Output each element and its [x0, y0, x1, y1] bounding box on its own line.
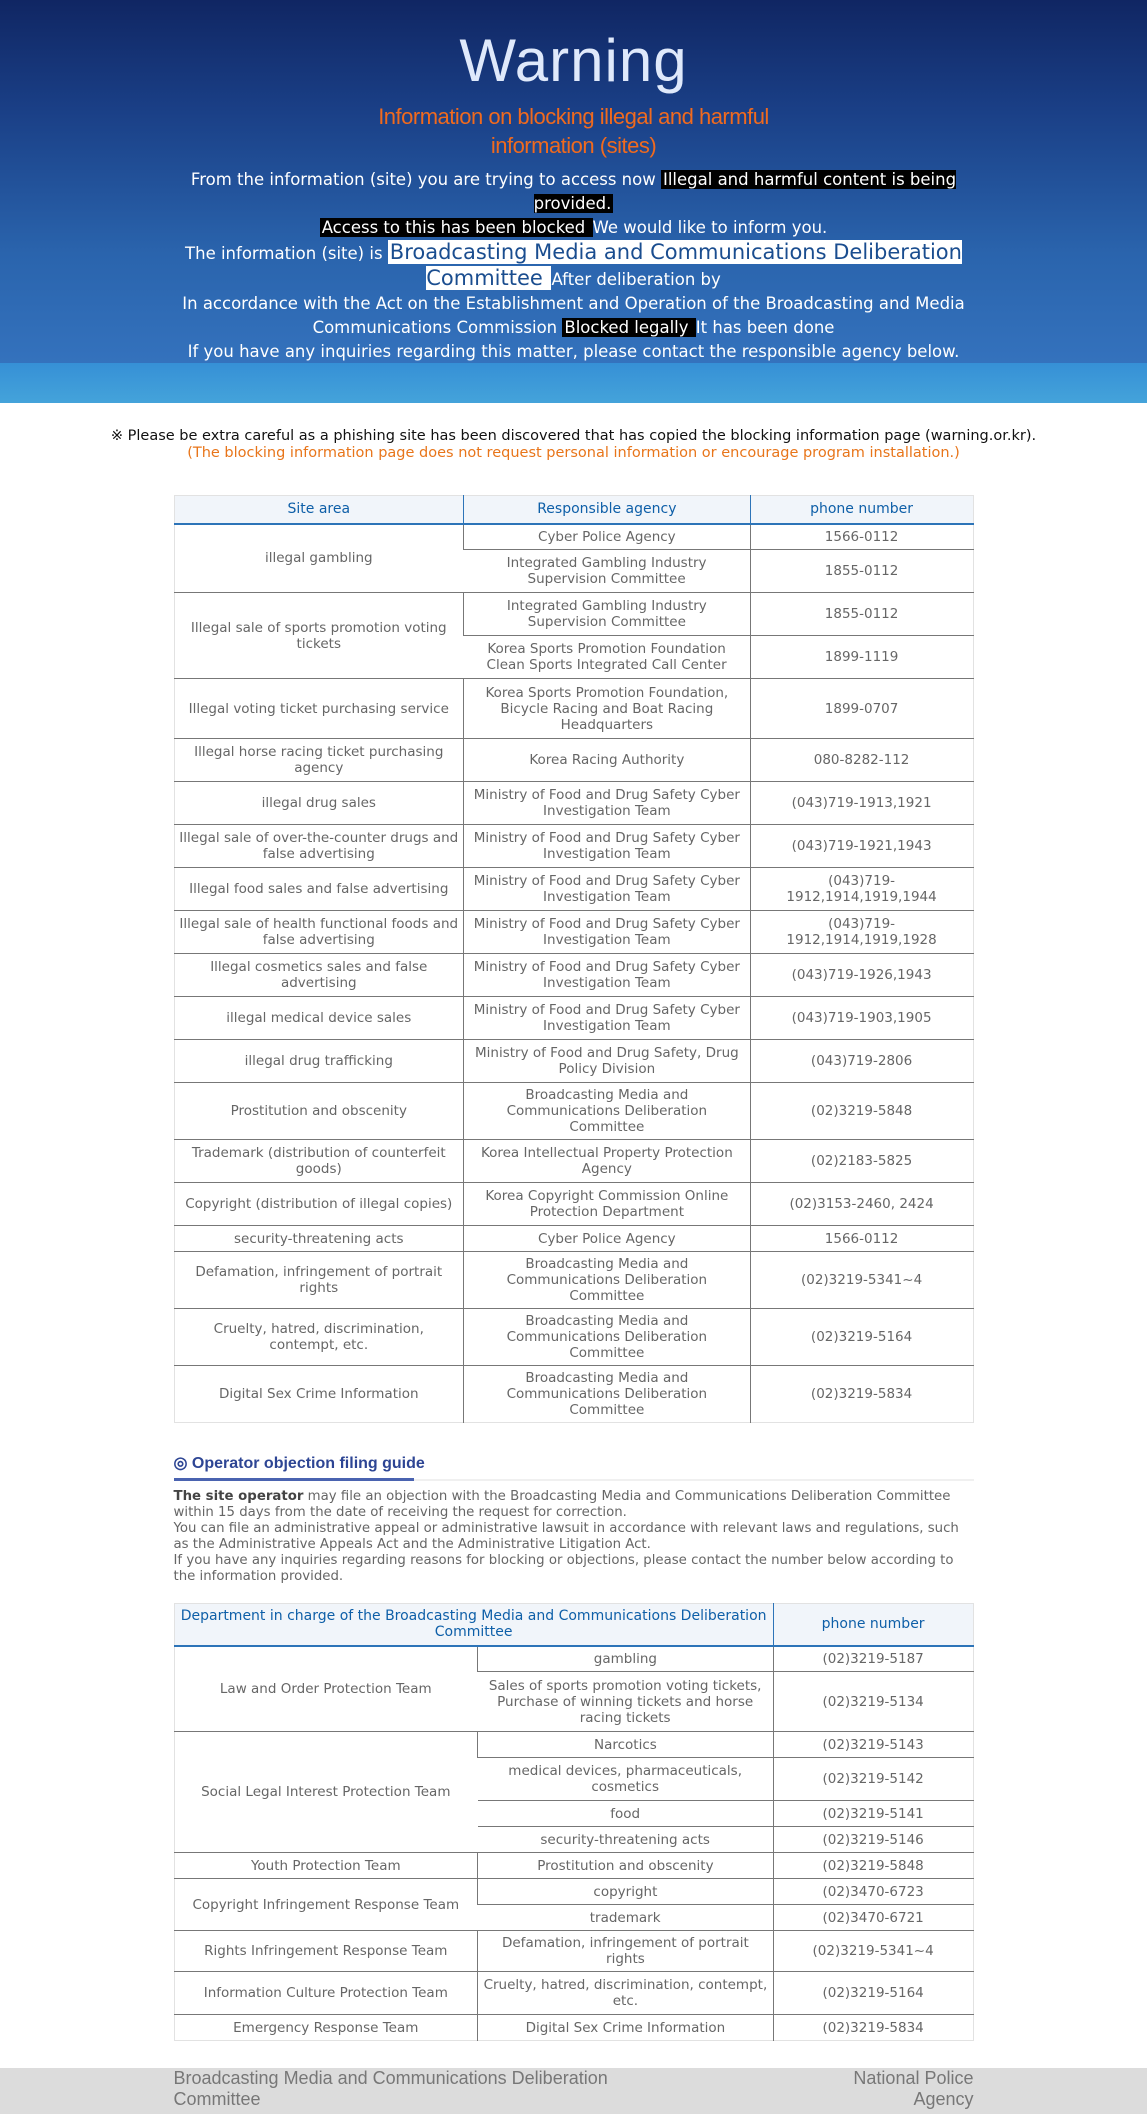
topic-cell: copyright [478, 1879, 774, 1905]
site-area-cell: Prostitution and obscenity [174, 1083, 464, 1140]
guide-paragraph-3: If you have any inquiries regarding reasons for blocking or objections, please contact the number below according to the information provided. [173, 1553, 954, 1584]
site-area-cell: security-threatening acts [174, 1226, 464, 1252]
topic-cell: gambling [478, 1646, 774, 1672]
agency-cell: Cyber Police Agency [464, 524, 751, 550]
team-cell: Youth Protection Team [174, 1853, 478, 1879]
team-cell: Law and Order Protection Team [219, 1680, 432, 1697]
phone-cell: 1566-0112 [750, 524, 973, 550]
phone-cell: 1899-0707 [750, 679, 973, 739]
agency-cell: Integrated Gambling Industry Supervision Committee [464, 550, 751, 593]
topic-cell: medical devices, pharmaceuticals, cosmetics [478, 1758, 774, 1801]
page-subtitle: Information on blocking illegal and harmful information (sites) [378, 104, 769, 158]
objection-guide-title: ◎ Operator objection filing guide [174, 1453, 974, 1481]
table-row [174, 782, 973, 825]
warning-text: The information (site) is [185, 244, 388, 263]
table-header-row [174, 1604, 973, 1646]
site-area-cell: illegal drug sales [174, 782, 464, 825]
phone-cell: (02)3153-2460, 2424 [750, 1183, 973, 1226]
table-row [174, 524, 973, 550]
agency-cell: Ministry of Food and Drug Safety Cyber Investigation Team [464, 911, 751, 954]
table-row [174, 679, 973, 739]
site-area-cell: Illegal sale of over-the-counter drugs and false advertising [174, 825, 464, 868]
warning-line-1 [164, 168, 984, 216]
agency-cell: Ministry of Food and Drug Safety Cyber Investigation Team [464, 868, 751, 911]
table-row [174, 739, 973, 782]
guide-paragraph-2: You can file an administrative appeal or administrative lawsuit in accordance with relevant laws and regulations, such as the Administrative Appeals Act and the Administrative Litigation Act. [173, 1521, 959, 1552]
site-area-cell: Trademark (distribution of counterfeit goods) [174, 1140, 464, 1183]
team-cell: Social Legal Interest Protection Team [174, 1732, 478, 1853]
phone-cell: (02)3219-5142 [773, 1758, 973, 1801]
agency-cell: Korea Intellectual Property Protection Agency [464, 1140, 751, 1183]
agency-cell: Cyber Police Agency [464, 1226, 751, 1252]
site-area-cell: Illegal sale of sports promotion voting tickets [174, 593, 464, 679]
agency-cell: Broadcasting Media and Communications Deliberation Committee [464, 1366, 751, 1423]
table-row [174, 2015, 973, 2041]
warning-text: We would like to inform you. [592, 218, 828, 237]
site-area-cell: Copyright (distribution of illegal copies) [174, 1183, 464, 1226]
phishing-disclaimer: (The blocking information page does not request personal information or encourage program installation.) [187, 445, 960, 461]
guide-bold-lead: The site operator [173, 1489, 304, 1504]
warning-text: It has been done [695, 318, 835, 337]
table-row [174, 1646, 973, 1672]
site-area-cell: Digital Sex Crime Information [174, 1366, 464, 1423]
table-row [174, 911, 973, 954]
phone-cell: (02)3470-6723 [773, 1879, 973, 1905]
table-row [174, 1252, 973, 1309]
site-area-cell: illegal medical device sales [174, 997, 464, 1040]
warning-line-5: If you have any inquiries regarding this matter, please contact the responsible agency below. [187, 342, 960, 361]
topic-cell: Digital Sex Crime Information [478, 2015, 774, 2041]
table-row [174, 1183, 973, 1226]
phone-cell: 1855-0112 [750, 550, 973, 593]
phone-cell: (043)719-2806 [750, 1040, 973, 1083]
table-row [174, 1879, 973, 1905]
site-area-cell: Illegal horse racing ticket purchasing agency [174, 739, 464, 782]
table-row [174, 1083, 973, 1140]
phone-cell: 080-8282-112 [750, 739, 973, 782]
agency-cell: Broadcasting Media and Communications Deliberation Committee [464, 1309, 751, 1366]
site-area-cell: Defamation, infringement of portrait rights [174, 1252, 464, 1309]
phishing-warning: ※ Please be extra careful as a phishing site has been discovered that has copied the blocking information page (warning.or.kr). [110, 428, 1037, 444]
phone-cell: (02)3219-5341~4 [750, 1252, 973, 1309]
team-cell: Information Culture Protection Team [174, 1972, 478, 2015]
phone-cell: 1855-0112 [750, 593, 973, 636]
phone-cell: (043)719-1903,1905 [750, 997, 973, 1040]
agency-cell: Ministry of Food and Drug Safety Cyber Investigation Team [464, 782, 751, 825]
site-area-cell: illegal drug trafficking [174, 1040, 464, 1083]
agency-cell: Ministry of Food and Drug Safety, Drug Policy Division [464, 1040, 751, 1083]
topic-cell: Narcotics [478, 1732, 774, 1758]
highlight-blocked-legally: Blocked legally [564, 318, 694, 337]
table-row [174, 593, 973, 636]
table-row [174, 1853, 973, 1879]
phone-cell: (02)3219-5834 [750, 1366, 973, 1423]
topic-cell: security-threatening acts [478, 1827, 774, 1853]
phone-cell: (02)3219-5134 [773, 1672, 973, 1732]
phone-cell: (02)3219-5164 [773, 1972, 973, 2015]
topic-cell: Cruelty, hatred, discrimination, contempt, etc. [478, 1972, 774, 2015]
guide-paragraph-1 [174, 1489, 974, 1521]
agency-cell: Integrated Gambling Industry Supervision Committee [464, 593, 751, 636]
warning-text: In accordance with the Act on the Establishment and Operation of the Broadcasting and Media Communications Commission [182, 294, 965, 337]
agency-cell: Korea Sports Promotion Foundation, Bicycle Racing and Boat Racing Headquarters [464, 679, 751, 739]
column-header-site-area: Site area [174, 496, 464, 524]
table-header-row [174, 496, 973, 524]
agency-cell: Korea Racing Authority [464, 739, 751, 782]
table-row [174, 868, 973, 911]
warning-line-2 [164, 216, 984, 240]
footer [0, 2068, 1147, 2114]
footer-police-agency: National Police Agency [853, 2068, 974, 2109]
topic-cell: Sales of sports promotion voting tickets, Purchase of winning tickets and horse racing tickets [478, 1672, 774, 1732]
phone-cell: (02)3219-5146 [773, 1827, 973, 1853]
objection-guide-text [174, 1489, 974, 1585]
warning-text: From the information (site) you are trying to access now [190, 170, 661, 189]
page-title: Warning [459, 27, 688, 94]
site-area-cell: illegal gambling [264, 550, 373, 567]
site-area-cell: Illegal sale of health functional foods and false advertising [174, 911, 464, 954]
column-header-phone: phone number [773, 1604, 973, 1646]
phone-cell: (02)3219-5187 [773, 1646, 973, 1672]
team-cell: Rights Infringement Response Team [174, 1931, 478, 1972]
column-header-phone: phone number [750, 496, 973, 524]
agency-cell: Ministry of Food and Drug Safety Cyber Investigation Team [464, 954, 751, 997]
topic-cell: trademark [478, 1905, 774, 1931]
agency-cell: Ministry of Food and Drug Safety Cyber Investigation Team [464, 997, 751, 1040]
warning-banner [0, 0, 1147, 363]
phone-cell: (043)719-1912,1914,1919,1928 [750, 911, 973, 954]
phone-cell: (02)3219-5141 [773, 1801, 973, 1827]
phone-cell: (043)719-1921,1943 [750, 825, 973, 868]
site-area-cell: Illegal cosmetics sales and false advertising [174, 954, 464, 997]
phone-cell: (02)2183-5825 [750, 1140, 973, 1183]
table-row [174, 1140, 973, 1183]
agency-cell: Korea Sports Promotion Foundation Clean Sports Integrated Call Center [464, 636, 751, 679]
department-table [174, 1603, 974, 2041]
phone-cell: 1899-1119 [750, 636, 973, 679]
phone-cell: 1566-0112 [750, 1226, 973, 1252]
warning-line-4 [164, 292, 984, 340]
site-area-cell: Illegal food sales and false advertising [174, 868, 464, 911]
phone-cell: (02)3219-5143 [773, 1732, 973, 1758]
agency-cell: Korea Copyright Commission Online Protection Department [464, 1183, 751, 1226]
table-row [174, 1972, 973, 2015]
highlight-access-blocked: Access to this has been blocked [321, 218, 591, 237]
footer-committee-name: Broadcasting Media and Communications Deliberation Committee [173, 2068, 608, 2109]
table-row [174, 997, 973, 1040]
warning-line-3 [164, 240, 984, 292]
header-band [0, 363, 1147, 403]
table-row [174, 1732, 973, 1758]
highlight-committee: Broadcasting Media and Communications Deliberation Committee [389, 240, 962, 290]
column-header-department: Department in charge of the Broadcasting Media and Communications Deliberation Committee [174, 1604, 773, 1646]
agency-table [174, 495, 974, 1423]
highlight-harmful-content: Illegal and harmful content is being provided. [533, 170, 957, 213]
phone-cell: (043)719-1926,1943 [750, 954, 973, 997]
table-row [174, 1931, 973, 1972]
table-row [174, 1366, 973, 1423]
phone-cell: (02)3219-5848 [773, 1853, 973, 1879]
agency-cell: Broadcasting Media and Communications Deliberation Committee [464, 1252, 751, 1309]
phone-cell: (043)719-1913,1921 [750, 782, 973, 825]
phone-cell: (043)719-1912,1914,1919,1944 [750, 868, 973, 911]
warning-text: After deliberation by [551, 270, 721, 289]
column-header-agency: Responsible agency [464, 496, 751, 524]
phone-cell: (02)3219-5834 [773, 2015, 973, 2041]
agency-cell: Broadcasting Media and Communications Deliberation Committee [464, 1083, 751, 1140]
content [174, 495, 974, 2041]
phone-cell: (02)3219-5848 [750, 1083, 973, 1140]
team-cell: Copyright Infringement Response Team [174, 1879, 478, 1931]
phishing-notice [0, 428, 1147, 462]
table-row [174, 825, 973, 868]
table-row [174, 1226, 973, 1252]
table-row [174, 1309, 973, 1366]
site-area-cell: Cruelty, hatred, discrimination, contempt, etc. [174, 1309, 464, 1366]
agency-cell: Ministry of Food and Drug Safety Cyber Investigation Team [464, 825, 751, 868]
phone-cell: (02)3219-5164 [750, 1309, 973, 1366]
phone-cell: (02)3470-6721 [773, 1905, 973, 1931]
table-row [174, 1040, 973, 1083]
site-area-cell: Illegal voting ticket purchasing service [174, 679, 464, 739]
team-cell: Emergency Response Team [174, 2015, 478, 2041]
phone-cell: (02)3219-5341~4 [773, 1931, 973, 1972]
table-row [174, 954, 973, 997]
guide-text: may file an objection with the Broadcasting Media and Communications Deliberation Committee within 15 days from the date of receiving the request for correction. [173, 1489, 951, 1520]
topic-cell: Defamation, infringement of portrait rights [478, 1931, 774, 1972]
topic-cell: Prostitution and obscenity [478, 1853, 774, 1879]
topic-cell: food [478, 1801, 774, 1827]
warning-message [164, 168, 984, 364]
